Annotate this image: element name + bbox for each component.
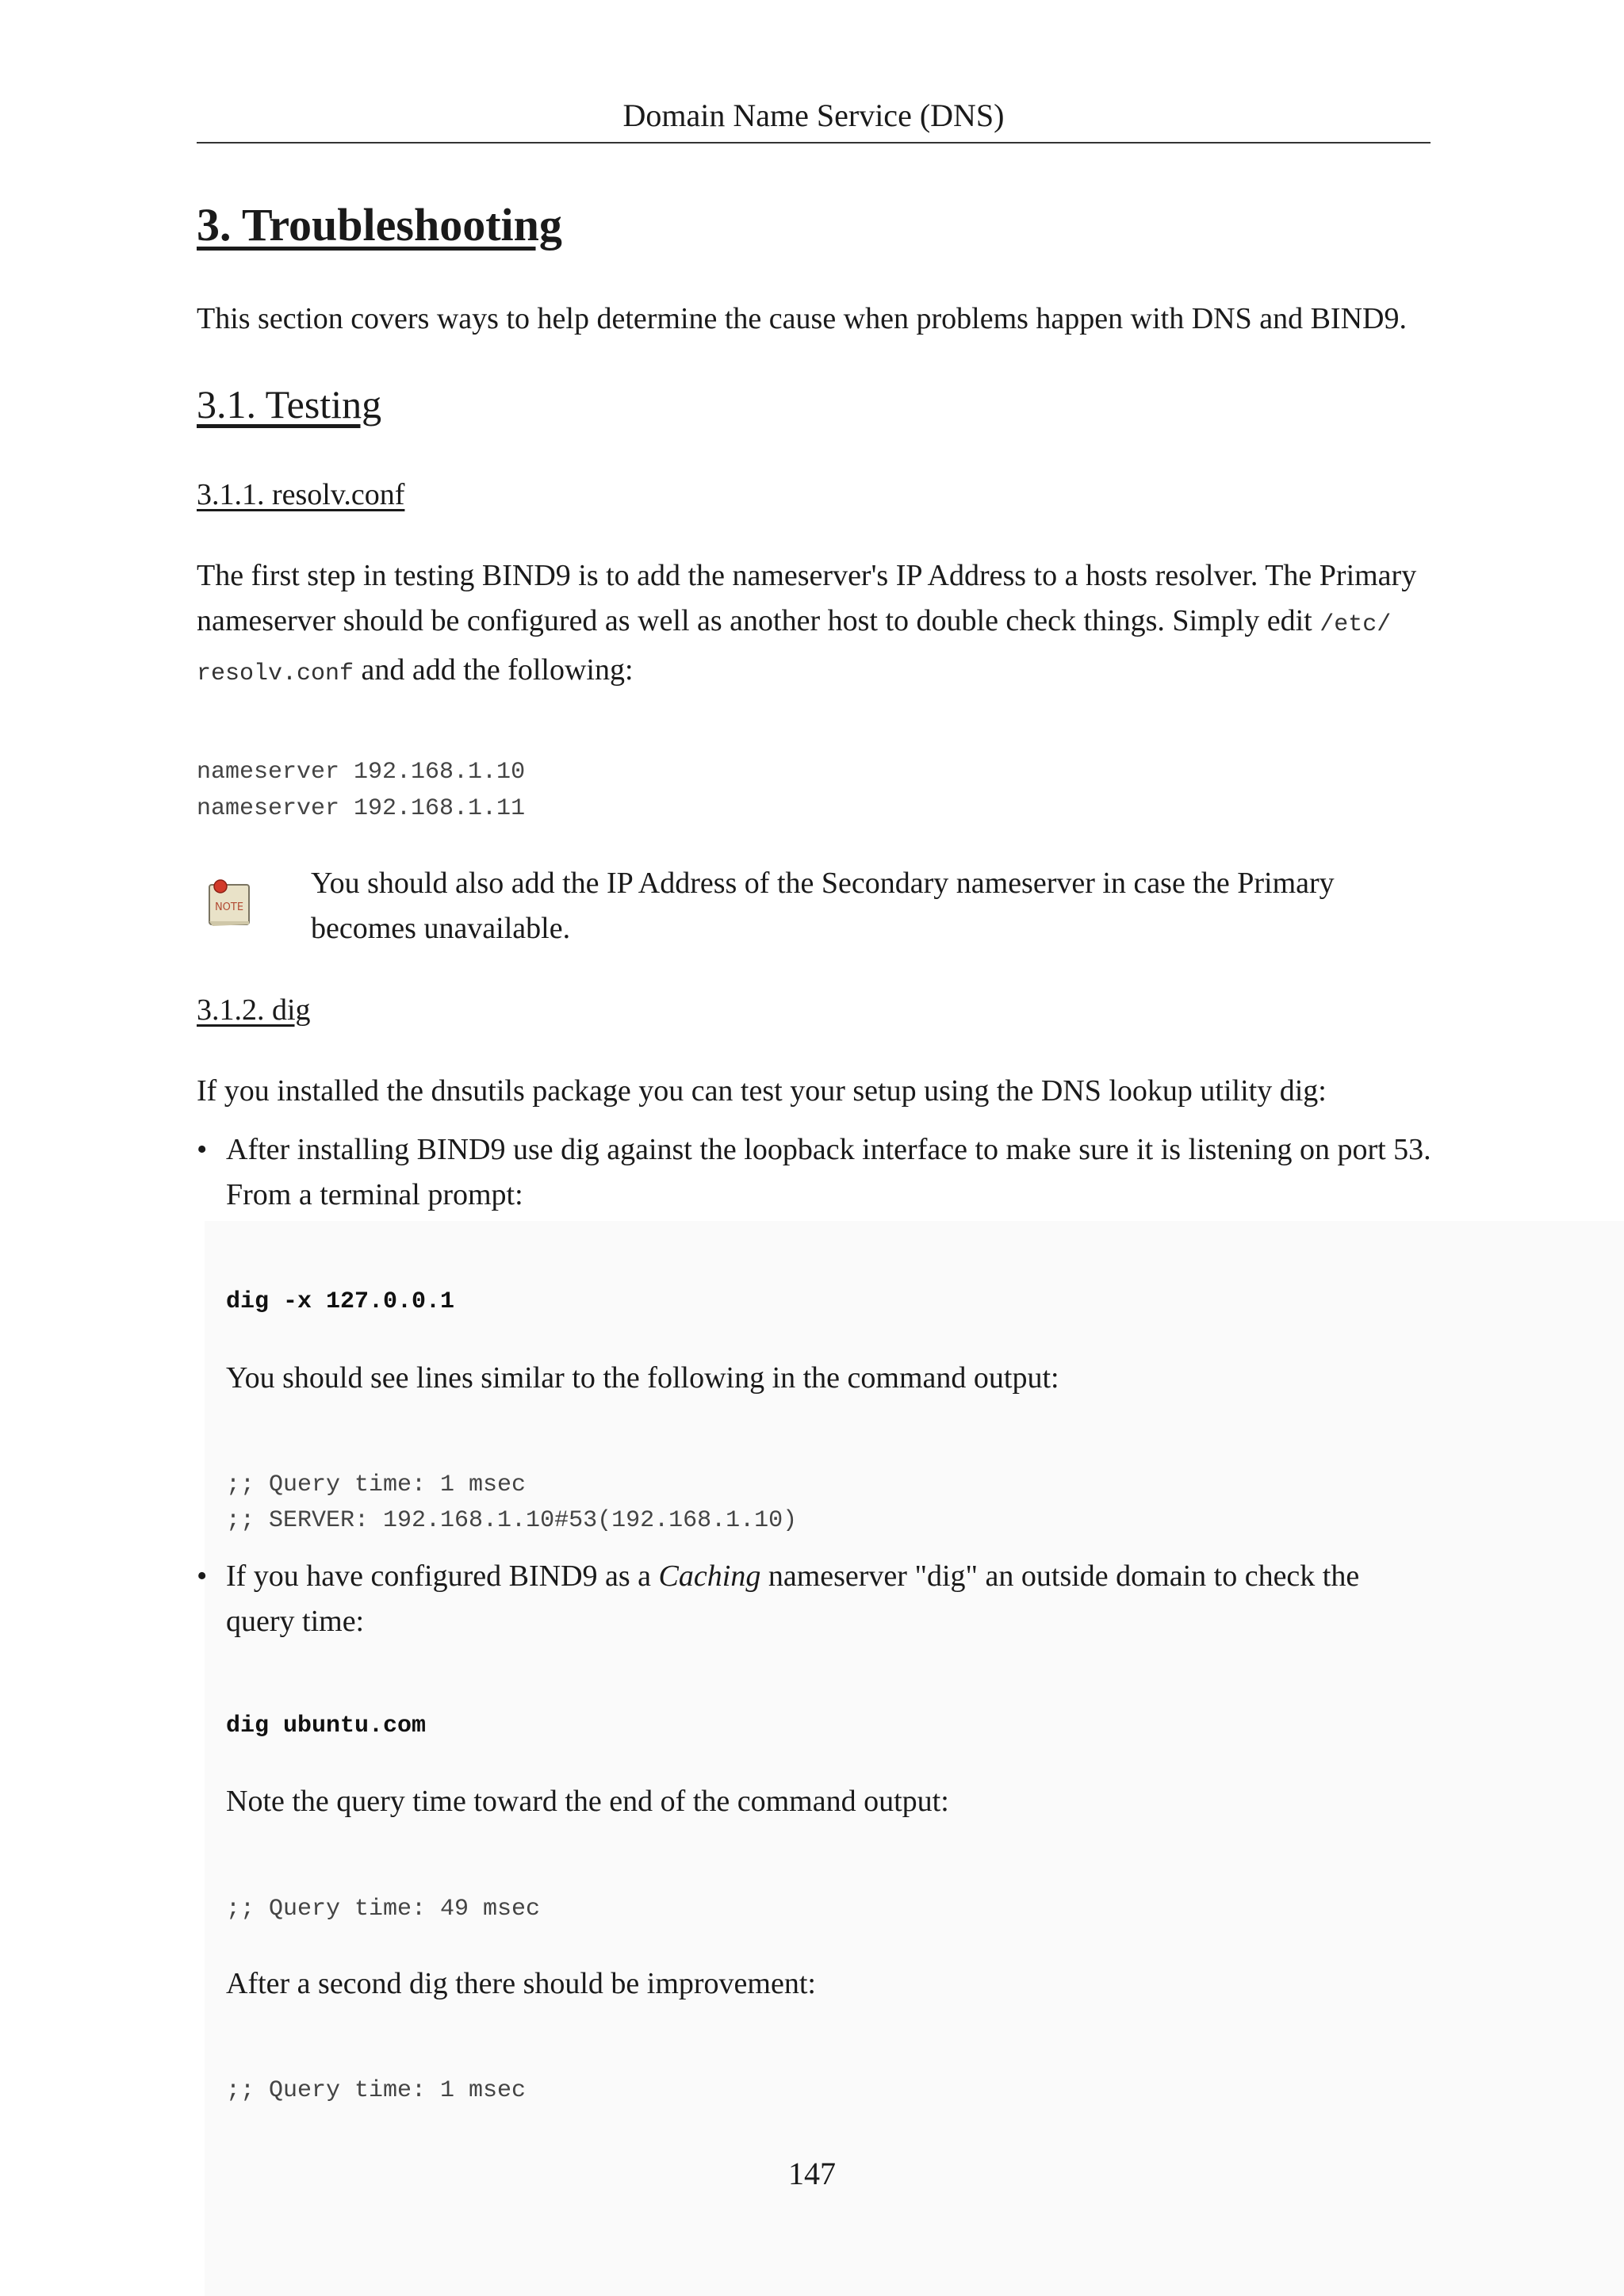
running-header: Domain Name Service (DNS) [622, 98, 1005, 133]
bullet-2-output-2: ;; Query time: 1 msec [226, 2077, 527, 2104]
bullet-1-output-line-2: ;; SERVER: 192.168.1.10#53(192.168.1.10) [226, 1507, 798, 1534]
bullet-marker-1: • [197, 1133, 208, 1166]
bullet-2-text [226, 1554, 1400, 1644]
bullet-1-text: After installing BIND9 use dig against the loopback interface to make sure it is listening on port 53. From a terminal prompt: [226, 1133, 1431, 1211]
bullet-2-text-before: If you have configured BIND9 as a [226, 1559, 652, 1593]
resolv-paragraph [197, 553, 1431, 697]
bullet-marker-2: • [197, 1559, 208, 1593]
section-heading: 3. Troubleshooting [197, 199, 562, 251]
section-intro: This section covers ways to help determine the cause when problems happen with DNS and BIND9. [197, 302, 1407, 335]
note-icon-label: NOTE [214, 901, 244, 913]
resolv-code-line-2: nameserver 192.168.1.11 [197, 795, 526, 822]
bullet-1-followup: You should see lines similar to the following in the command output: [226, 1361, 1059, 1395]
bullet-1-command: dig -x 127.0.0.1 [226, 1288, 455, 1315]
bullet-2-command: dig ubuntu.com [226, 1712, 427, 1739]
dig-heading: 3.1.2. dig [197, 993, 311, 1027]
resolv-text-1: The first step in testing BIND9 is to add the nameserver's IP Address to a hosts resolver. The Primary nameserver should be configured as well as another host to double check things. Simply edit [197, 559, 1417, 637]
bullet-2-followup-1: Note the query time toward the end of the command output: [226, 1785, 949, 1818]
bullet-2-emphasis: Caching [658, 1559, 761, 1593]
resolv-heading: 3.1.1. resolv.conf [197, 478, 405, 511]
bullet-1-output-line-1: ;; Query time: 1 msec [226, 1471, 527, 1498]
resolv-path-2: resolv.conf [197, 660, 354, 687]
note-text: You should also add the IP Address of the Secondary nameserver in case the Primary becomes unavailable. [311, 867, 1335, 945]
bullet-2-output-1: ;; Query time: 49 msec [226, 1896, 541, 1923]
header-rule [197, 142, 1431, 144]
bullet-2-followup-2: After a second dig there should be improvement: [226, 1967, 816, 2000]
page-number: 147 [788, 2156, 836, 2191]
dig-intro: If you installed the dnsutils package you can test your setup using the DNS lookup utility dig: [197, 1074, 1327, 1108]
resolv-code-line-1: nameserver 192.168.1.10 [197, 759, 526, 786]
bullet-2-text-after: nameserver "dig" an outside domain to check the query time: [226, 1559, 1360, 1638]
resolv-path-1: /etc/ [1320, 611, 1392, 638]
subsection-heading: 3.1. Testing [197, 382, 382, 427]
resolv-text-2: and add the following: [361, 653, 634, 687]
note-icon [205, 877, 254, 929]
